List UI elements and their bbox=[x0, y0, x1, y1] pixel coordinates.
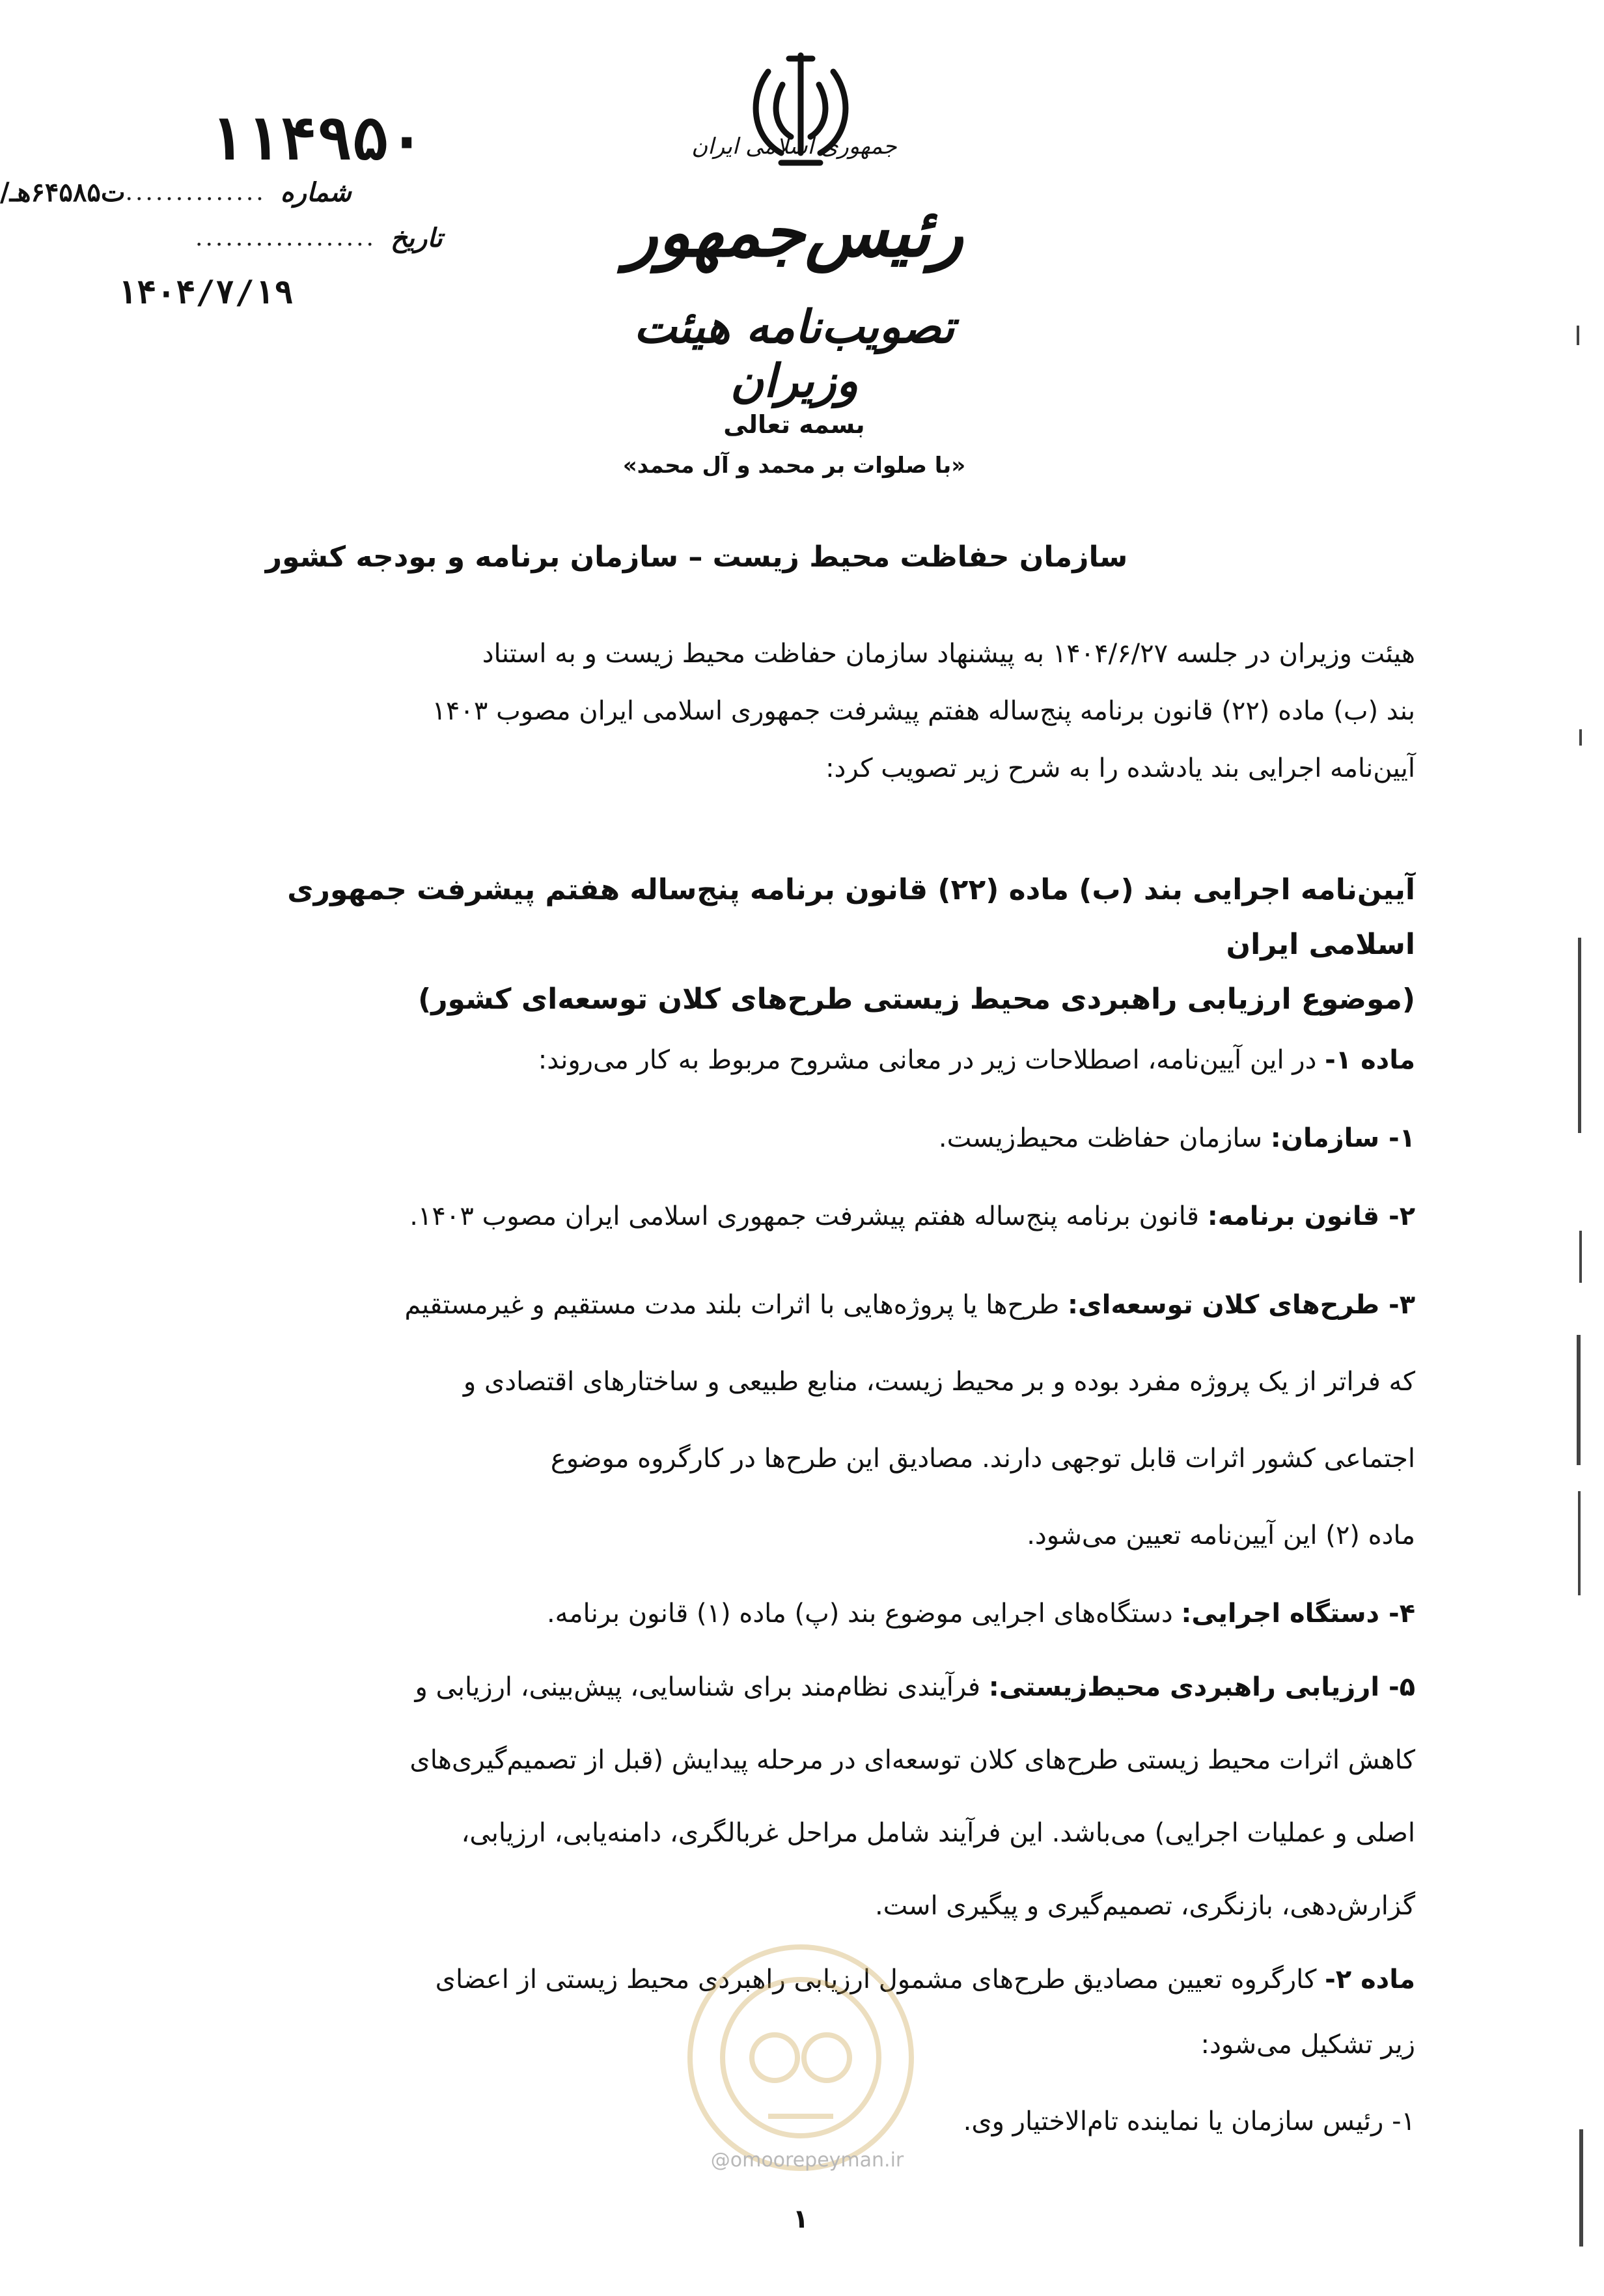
definition-text: ماده (۲) این آیین‌نامه تعیین می‌شود. bbox=[1027, 1520, 1415, 1550]
definition-text: سازمان حفاظت محیط‌زیست. bbox=[938, 1123, 1271, 1153]
definition-item-5 bbox=[191, 1651, 1415, 1942]
date-dots: .................. bbox=[195, 224, 376, 251]
article-2-heading: ماده ۲- bbox=[1325, 1965, 1415, 1995]
definition-term: ۳- طرح‌های کلان توسعه‌ای: bbox=[1067, 1290, 1415, 1320]
member-item: ۱- رئیس سازمان یا نماینده تام‌الاختیار وی. bbox=[963, 2107, 1415, 2136]
definition-text: اجتماعی کشور اثرات قابل توجهی دارند. مصادیق این طرح‌ها در کارگروه موضوع bbox=[550, 1444, 1415, 1474]
definition-item-3 bbox=[191, 1267, 1415, 1574]
definition-text: فرآیندی نظام‌مند برای شناسایی، پیش‌بینی، ارزیابی و bbox=[415, 1672, 989, 1702]
definition-text: گزارش‌دهی، بازنگری، تصمیم‌گیری و پیگیری است. bbox=[874, 1891, 1415, 1921]
regulation-title bbox=[185, 863, 1415, 1027]
addressees: سازمان حفاظت محیط زیست – سازمان برنامه و بودجه کشور bbox=[265, 540, 1128, 574]
bismillah: بسمه تعالی bbox=[723, 410, 865, 439]
definition-term: ۵- ارزیابی راهبردی محیط‌زیستی: bbox=[988, 1672, 1415, 1702]
definition-text: قانون برنامه پنج‌ساله هفتم پیشرفت جمهوری اسلامی ایران مصوب ۱۴۰۳. bbox=[409, 1201, 1208, 1231]
number-value: /ت۶۴۵۸۵هـ bbox=[0, 176, 126, 208]
scan-edge-noise bbox=[1565, 0, 1604, 2296]
definition-text: دستگاه‌های اجرایی موضوع بند (پ) ماده (۱) قانون برنامه. bbox=[546, 1599, 1182, 1629]
article-2-text: کارگروه تعیین مصادیق طرح‌های مشمول ارزیابی راهبردی محیط زیستی از اعضای bbox=[435, 1965, 1325, 1995]
intro-paragraph bbox=[191, 625, 1415, 797]
definition-text: که فراتر از یک پروژه مفرد بوده و بر محیط زیست، منابع طبیعی و ساختارهای اقتصادی و bbox=[463, 1367, 1415, 1397]
definition-item-4 bbox=[191, 1599, 1415, 1629]
definition-term: ۱- سازمان: bbox=[1270, 1123, 1415, 1153]
definition-term: ۲- قانون برنامه: bbox=[1207, 1201, 1415, 1231]
number-row bbox=[0, 173, 352, 212]
date-row bbox=[195, 218, 443, 257]
definition-item bbox=[191, 1123, 1415, 1153]
intro-line-2: بند (ب) ماده (۲۲) قانون برنامه پنج‌ساله هفتم پیشرفت جمهوری اسلامی ایران مصوب ۱۴۰۳ bbox=[432, 696, 1415, 726]
intro-line-3: آیین‌نامه اجرایی بند یادشده را به شرح زیر تصویب کرد: bbox=[825, 753, 1415, 783]
date-value: ۱۴۰۴/۷/۱۹ bbox=[117, 273, 294, 311]
salawat: «با صلوات بر محمد و آل محمد» bbox=[622, 453, 966, 479]
definition-term: ۴- دستگاه اجرایی: bbox=[1181, 1599, 1415, 1629]
article-1-intro bbox=[191, 1045, 1415, 1075]
watermark-text: @omoorepeyman.ir bbox=[710, 2149, 904, 2172]
office-title: رئیس‌جمهور bbox=[625, 192, 963, 272]
date-label: تاریخ bbox=[390, 222, 443, 253]
definition-item bbox=[191, 1201, 1415, 1231]
definition-text: کاهش اثرات محیط زیستی طرح‌های کلان توسعه‌ای در مرحله پیدایش (قبل از تصمیم‌گیری‌های bbox=[409, 1745, 1415, 1775]
regulation-title-line-2: (موضوع ارزیابی راهبردی محیط زیستی طرح‌های کلان توسعه‌ای کشور) bbox=[418, 983, 1415, 1016]
definition-text: اصلی و عملیات اجرایی) می‌باشد. این فرآیند شامل مراحل غربالگری، دامنه‌یابی، ارزیابی، bbox=[461, 1818, 1415, 1848]
number-label: شماره bbox=[280, 176, 352, 208]
document-type: تصویب‌نامه هیئت وزیران bbox=[633, 300, 955, 408]
regulation-title-line-1: آیین‌نامه اجرایی بند (ب) ماده (۲۲) قانون برنامه پنج‌ساله هفتم پیشرفت جمهوری اسلامی ایران bbox=[287, 873, 1415, 961]
registration-number: ۱۱۴۹۵۰ bbox=[208, 104, 425, 174]
article-1-text: در این آیین‌نامه، اصطلاحات زیر در معانی مشروح مربوط به کار می‌روند: bbox=[538, 1045, 1325, 1075]
country-name: جمهوری اسلامی ایران bbox=[691, 133, 897, 160]
article-1-heading: ماده ۱- bbox=[1325, 1045, 1415, 1075]
article-2-text: زیر تشکیل می‌شود: bbox=[1200, 2030, 1415, 2060]
definition-text: طرح‌ها یا پروژه‌هایی با اثرات بلند مدت مستقیم و غیرمستقیم bbox=[404, 1290, 1068, 1320]
page-number: ۱ bbox=[792, 2204, 809, 2234]
intro-line-1: هیئت وزیران در جلسه ۱۴۰۴/۶/۲۷ به پیشنهاد سازمان حفاظت محیط زیست و به استناد bbox=[482, 639, 1415, 669]
number-dots: .............. bbox=[125, 178, 266, 206]
